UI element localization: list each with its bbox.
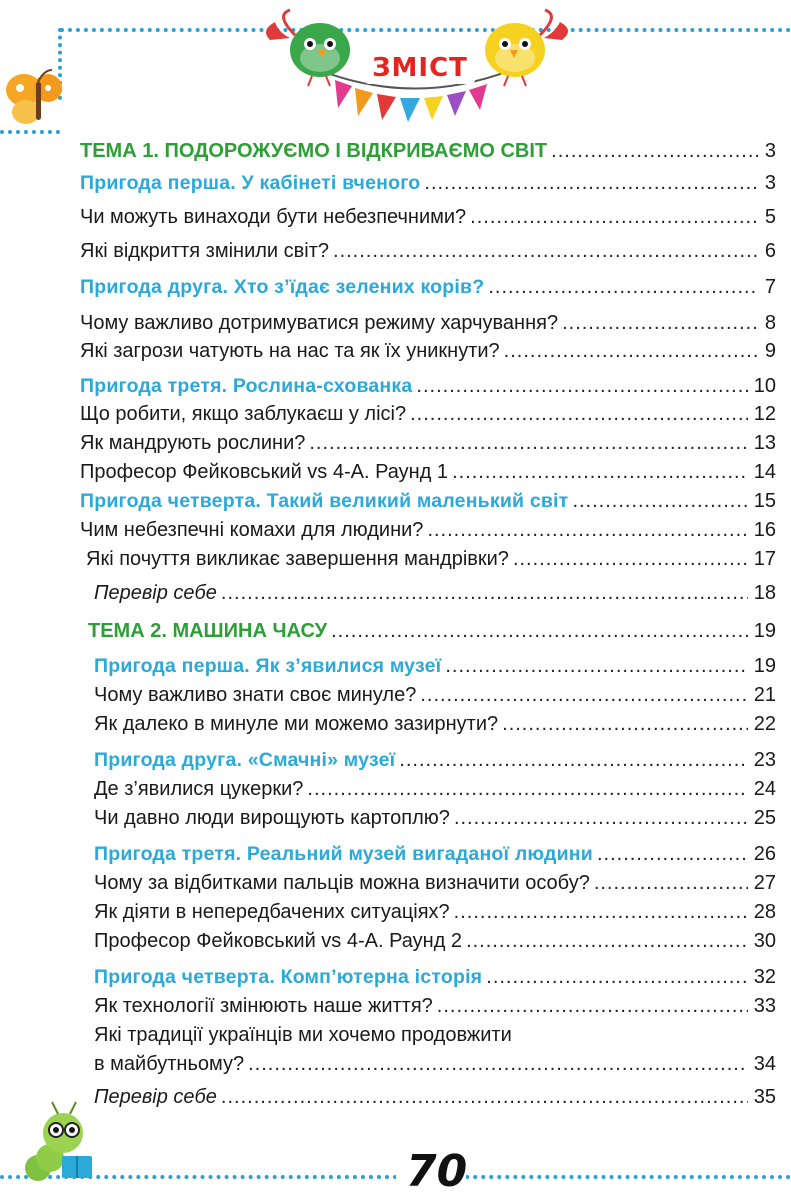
toc-title: Які традиції українців ми хочемо продовжити bbox=[94, 1024, 512, 1046]
toc-page-number: 19 bbox=[753, 655, 776, 677]
toc-page-number: 12 bbox=[753, 403, 776, 425]
toc-title: Перевір себе bbox=[94, 1086, 217, 1108]
toc-title: в майбутньому? bbox=[94, 1053, 245, 1075]
toc-page-number: 30 bbox=[753, 930, 776, 952]
toc-item-row bbox=[94, 1024, 776, 1054]
toc-title: Чим небезпечні комахи для людини? bbox=[80, 519, 424, 541]
toc-page-number: 34 bbox=[753, 1053, 776, 1075]
dot-leader bbox=[399, 749, 747, 772]
dot-leader bbox=[597, 843, 748, 866]
toc-item-row bbox=[94, 995, 776, 1025]
toc-adventure-row bbox=[80, 375, 776, 405]
toc-title: Пригода перша. У кабінеті вченого bbox=[80, 172, 421, 194]
toc-title: Чи давно люди вирощують картоплю? bbox=[94, 807, 450, 829]
toc-title: Пригода третя. Реальний музей вигаданої людини bbox=[94, 843, 593, 865]
toc-page-number: 21 bbox=[753, 684, 776, 706]
toc-title: Пригода перша. Як з’явилися музеї bbox=[94, 655, 442, 677]
toc-item-row bbox=[94, 1053, 776, 1083]
dot-leader bbox=[416, 375, 747, 398]
toc-page-number: 5 bbox=[764, 206, 776, 228]
toc-adventure-row bbox=[80, 172, 776, 202]
toc-page-number: 16 bbox=[753, 519, 776, 541]
toc-adventure-row bbox=[94, 749, 776, 779]
dot-leader bbox=[504, 340, 759, 363]
dot-leader bbox=[221, 1086, 748, 1109]
toc-item-row bbox=[80, 206, 776, 236]
toc-item-row bbox=[80, 312, 776, 342]
dot-leader bbox=[454, 901, 748, 924]
toc-title: Професор Фейковський vs 4-А. Раунд 2 bbox=[94, 930, 463, 952]
toc-page-number: 25 bbox=[753, 807, 776, 829]
toc-title: Перевір себе bbox=[94, 582, 217, 604]
toc-adventure-row bbox=[94, 843, 776, 873]
toc-title: Чому важливо знати своє минуле? bbox=[94, 684, 417, 706]
page-title: ЗМІСТ bbox=[372, 53, 468, 83]
toc-page-number: 23 bbox=[753, 749, 776, 771]
toc-title: Які почуття викликає завершення мандрівки? bbox=[86, 548, 509, 570]
toc-title: Пригода третя. Рослина-схованка bbox=[80, 375, 413, 397]
toc-page-number: 27 bbox=[753, 872, 776, 894]
dot-leader bbox=[470, 206, 759, 229]
toc-item-row bbox=[94, 901, 776, 931]
toc-item-row bbox=[94, 1086, 776, 1116]
toc-title: ТЕМА 2. МАШИНА ЧАСУ bbox=[88, 620, 328, 642]
toc-title: Як діяти в непередбачених ситуаціях? bbox=[94, 901, 450, 923]
toc-page-number: 15 bbox=[753, 490, 776, 512]
toc-page-number: 19 bbox=[753, 620, 776, 642]
toc-page-number: 8 bbox=[764, 312, 776, 334]
dot-leader bbox=[427, 519, 747, 542]
toc-page-number: 26 bbox=[753, 843, 776, 865]
toc-page-number: 33 bbox=[753, 995, 776, 1017]
toc-item-row bbox=[94, 807, 776, 837]
toc-title: Які загрози чатують на нас та як їх уникнути? bbox=[80, 340, 500, 362]
toc-title: Професор Фейковський vs 4-А. Раунд 1 bbox=[80, 461, 449, 483]
dot-leader bbox=[502, 713, 748, 736]
toc-item-row bbox=[80, 240, 776, 270]
dot-leader bbox=[454, 807, 748, 830]
toc-title: Чому важливо дотримуватися режиму харчування? bbox=[80, 312, 559, 334]
dot-leader bbox=[466, 930, 748, 953]
dot-leader bbox=[248, 1053, 748, 1076]
dot-leader bbox=[221, 582, 748, 605]
toc-title: Що робити, якщо заблукаєш у лісі? bbox=[80, 403, 407, 425]
dot-leader bbox=[331, 620, 748, 643]
toc-theme-row bbox=[88, 620, 776, 650]
toc-item-row bbox=[94, 872, 776, 902]
dot-leader bbox=[513, 548, 748, 571]
toc-item-row bbox=[94, 684, 776, 714]
page-number: 70 bbox=[406, 1146, 468, 1197]
toc-page-number: 24 bbox=[753, 778, 776, 800]
toc-page-number: 9 bbox=[764, 340, 776, 362]
toc-page-number: 35 bbox=[753, 1086, 776, 1108]
dot-leader bbox=[424, 172, 758, 195]
toc-adventure-row bbox=[80, 276, 776, 306]
toc-page-number: 18 bbox=[753, 582, 776, 604]
dotted-border-left-horizontal bbox=[0, 130, 60, 134]
dot-leader bbox=[488, 276, 759, 299]
toc-item-row bbox=[80, 461, 776, 491]
toc-title: Чи можуть винаходи бути небезпечними? bbox=[80, 206, 467, 228]
toc-page-number: 7 bbox=[764, 276, 776, 298]
dot-leader bbox=[551, 140, 759, 163]
dot-leader bbox=[445, 655, 747, 678]
butterfly-icon bbox=[2, 66, 66, 128]
toc-adventure-row bbox=[94, 655, 776, 685]
dot-leader bbox=[572, 490, 747, 513]
toc-item-row bbox=[80, 432, 776, 462]
toc-title: Пригода четверта. Такий великий маленький світ bbox=[80, 490, 569, 512]
toc-item-row bbox=[94, 778, 776, 808]
dot-leader bbox=[594, 872, 748, 895]
toc-title: Як далеко в минуле ми можемо зазирнути? bbox=[94, 713, 499, 735]
toc-page-number: 14 bbox=[753, 461, 776, 483]
toc-title: Пригода друга. «Смачні» музеї bbox=[94, 749, 396, 771]
header-birds-banner bbox=[240, 0, 590, 125]
dot-leader bbox=[486, 966, 747, 989]
toc-item-row bbox=[80, 403, 776, 433]
toc-title: Пригода друга. Хто з’їдає зелених корів? bbox=[80, 276, 485, 298]
toc-title: Чому за відбитками пальців можна визначити особу? bbox=[94, 872, 590, 894]
toc-page-number: 13 bbox=[753, 432, 776, 454]
toc-page-number: 3 bbox=[764, 140, 776, 162]
dot-leader bbox=[420, 684, 747, 707]
toc-page-number: 22 bbox=[753, 713, 776, 735]
toc-theme-row bbox=[80, 140, 776, 170]
dot-leader bbox=[309, 432, 747, 455]
dot-leader bbox=[333, 240, 759, 263]
toc-page-number: 32 bbox=[753, 966, 776, 988]
toc-title: Пригода четверта. Комп’ютерна історія bbox=[94, 966, 483, 988]
dot-leader bbox=[307, 778, 747, 801]
toc-item-row bbox=[94, 930, 776, 960]
toc-page-number: 17 bbox=[753, 548, 776, 570]
toc-title: Де з’явилися цукерки? bbox=[94, 778, 304, 800]
toc-item-row bbox=[94, 713, 776, 743]
toc-page-number: 3 bbox=[764, 172, 776, 194]
toc-page-number: 28 bbox=[753, 901, 776, 923]
toc-title: Як мандрують рослини? bbox=[80, 432, 306, 454]
toc-adventure-row bbox=[80, 490, 776, 520]
toc-title: Які відкриття змінили світ? bbox=[80, 240, 330, 262]
toc-item-row bbox=[86, 548, 776, 578]
toc-item-row bbox=[94, 582, 776, 612]
toc-item-row bbox=[80, 340, 776, 370]
toc-page-number: 6 bbox=[764, 240, 776, 262]
dot-leader bbox=[562, 312, 759, 335]
toc-title: ТЕМА 1. ПОДОРОЖУЄМО І ВІДКРИВАЄМО СВІТ bbox=[80, 140, 548, 162]
toc-page-number: 10 bbox=[753, 375, 776, 397]
toc-item-row bbox=[80, 519, 776, 549]
toc-adventure-row bbox=[94, 966, 776, 996]
dot-leader bbox=[410, 403, 748, 426]
dot-leader bbox=[452, 461, 748, 484]
toc-title: Як технології змінюють наше життя? bbox=[94, 995, 433, 1017]
dot-leader bbox=[437, 995, 748, 1018]
